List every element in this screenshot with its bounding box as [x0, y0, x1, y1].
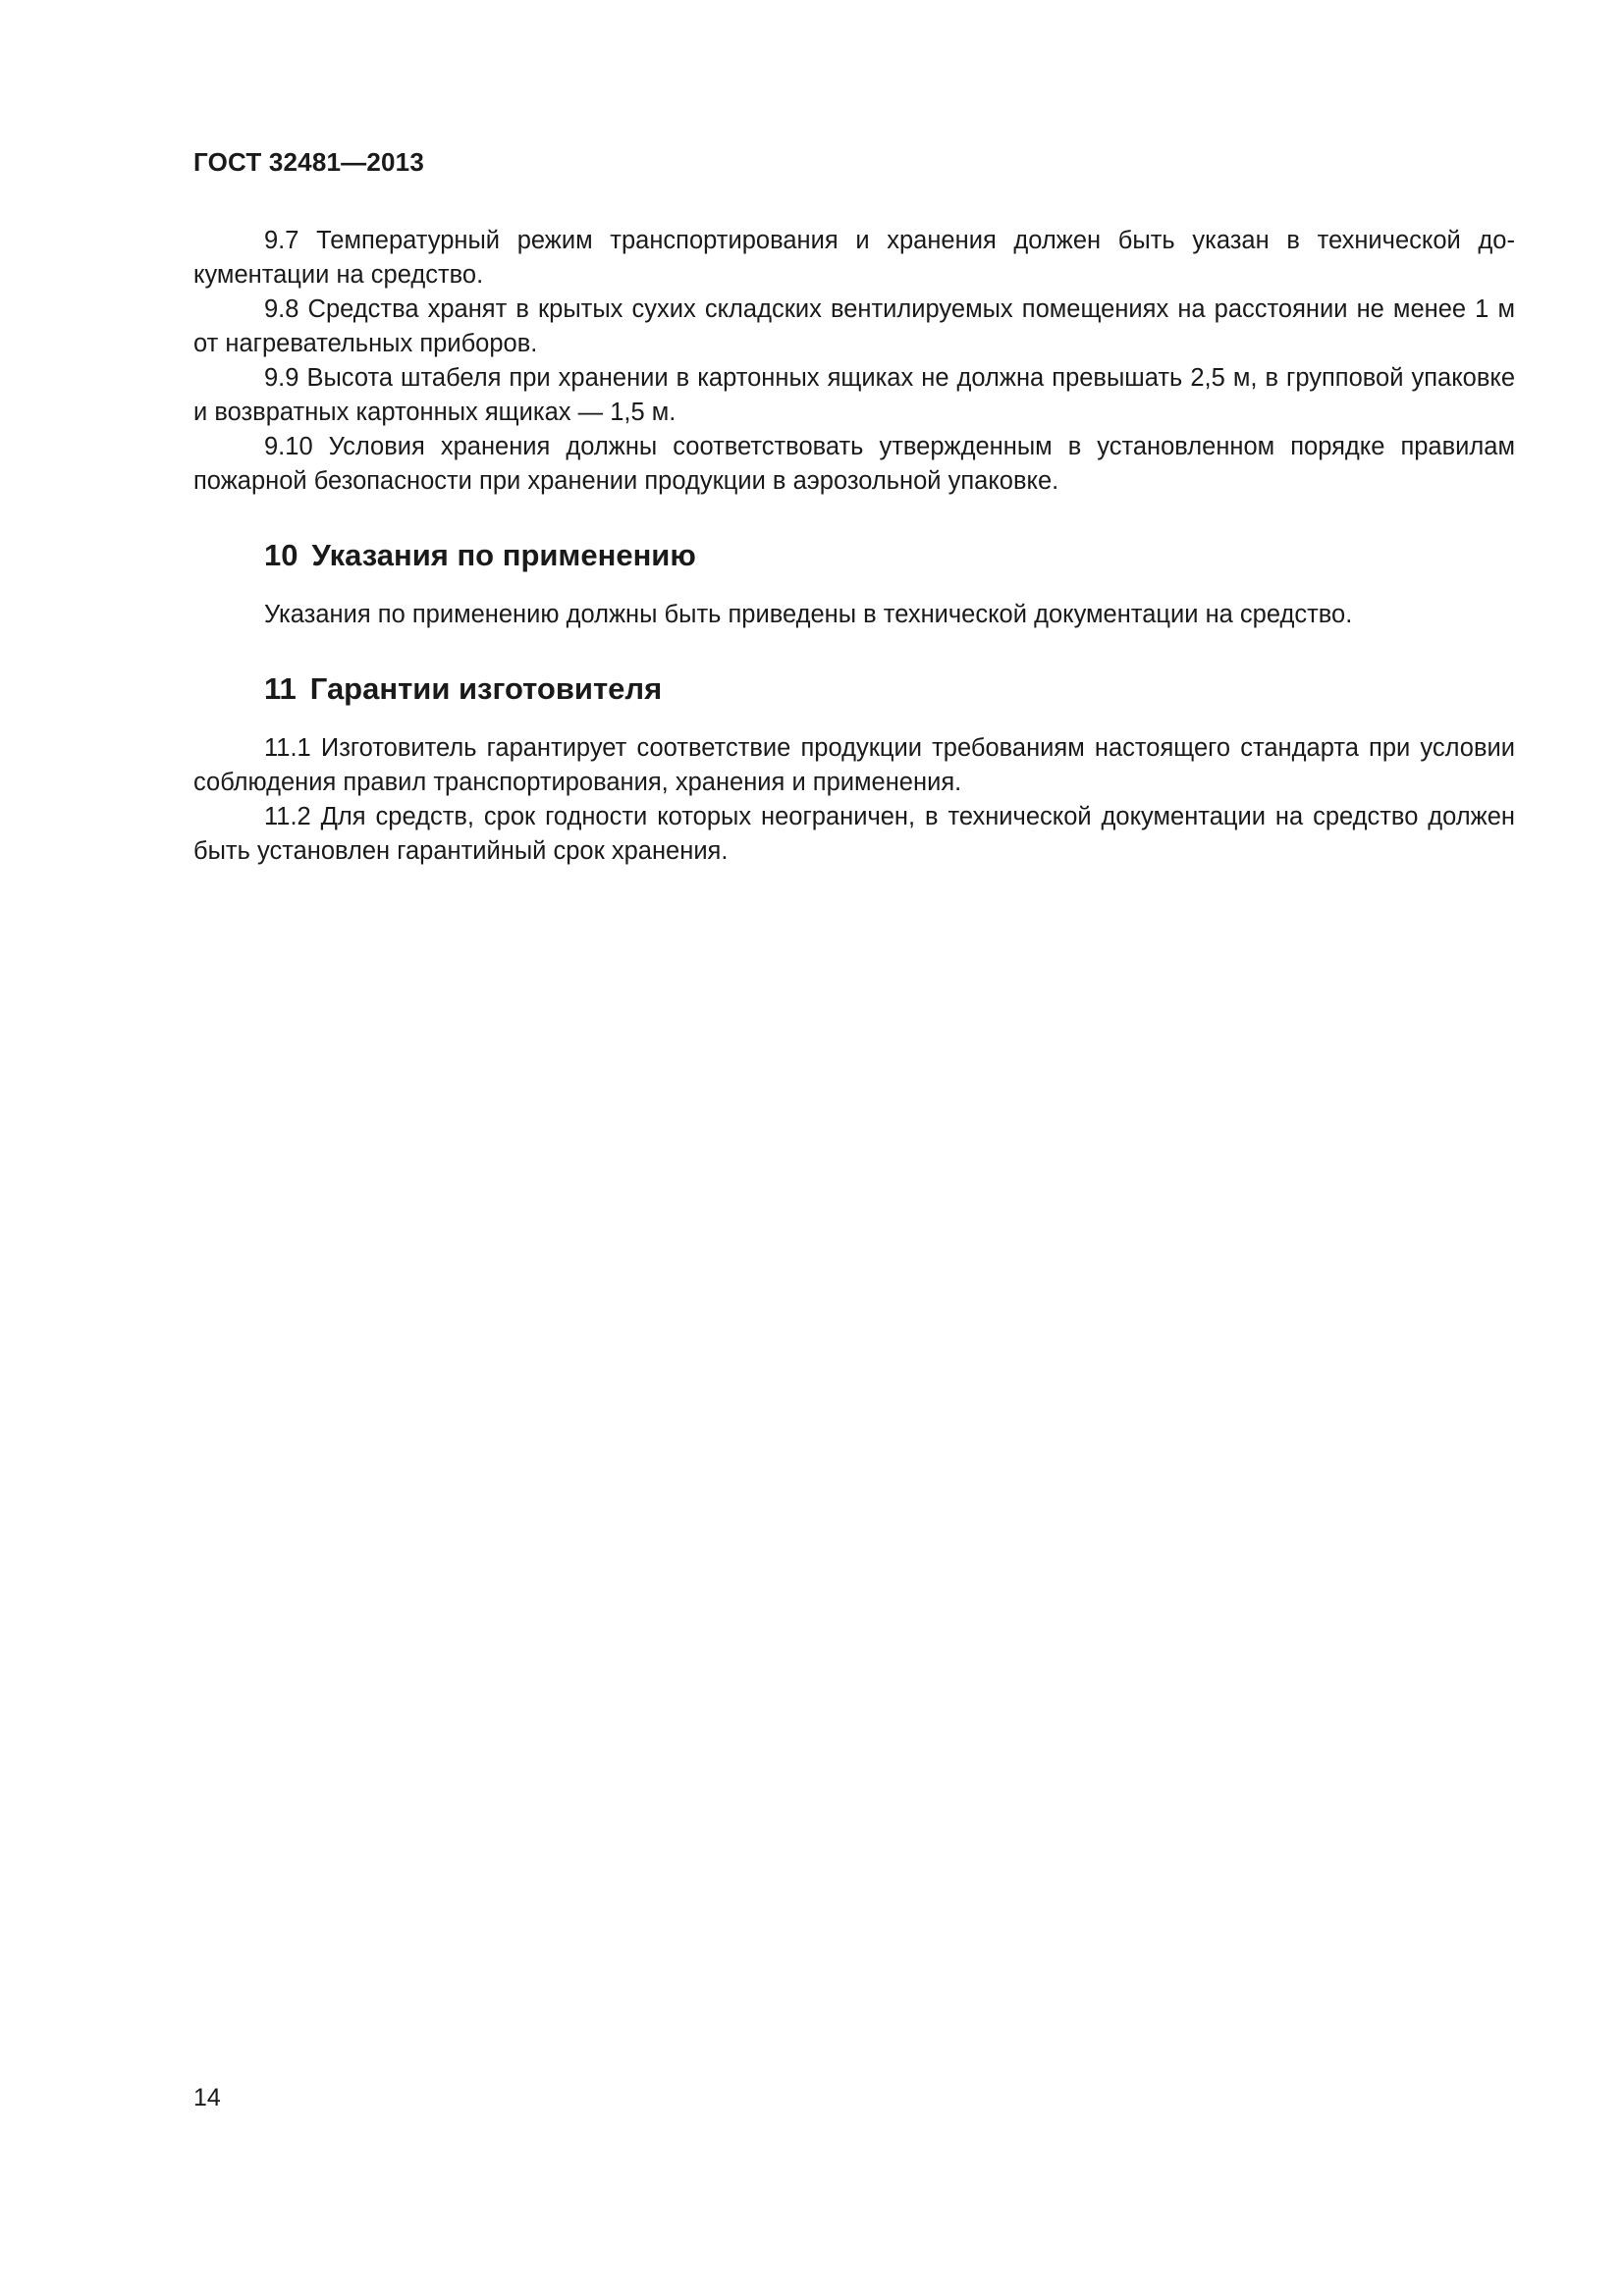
section-10-heading: [264, 538, 696, 573]
paragraph-9-10: 9.10 Условия хранения должны соответствовать утвержденным в установленном порядке правилам пожарной безопасности при хранении продукции в аэрозольной упаковке.: [193, 433, 1515, 495]
section-11-body: [193, 731, 1515, 869]
paragraph-9-7: 9.7 Температурный режим транспортирования и хранения должен быть указан в технической документации на средство.: [193, 227, 1515, 289]
section-10-title: Указания по применению: [311, 538, 696, 572]
section-10-number: 10: [264, 538, 298, 572]
paragraph-11-2: 11.2 Для средств, срок годности которых неограничен, в технической документации на средство должен быть установлен гарантийный срок хранения.: [193, 803, 1515, 865]
section-9-body: [193, 224, 1515, 499]
section-11-heading: [264, 671, 662, 707]
paragraph-10: Указания по применению должны быть приведены в технической документации на средство.: [264, 601, 1353, 628]
running-head: ГОСТ 32481—2013: [193, 147, 424, 177]
paragraph-9-8: 9.8 Средства хранят в крытых сухих складских вентилируемых помещениях на расстоянии не менее 1 м от нагревательных приборов.: [193, 295, 1515, 357]
section-11-title: Гарантии изготовителя: [309, 671, 663, 706]
page-number: 14: [193, 2084, 221, 2111]
paragraph-11-1: 11.1 Изготовитель гарантирует соответствие продукции требованиям настоящего стандарта при условии соблюдения правил транспортирования, хранения и применения.: [193, 734, 1515, 796]
section-10-body: [193, 598, 1515, 632]
section-11-number: 11: [264, 671, 297, 706]
paragraph-9-9: 9.9 Высота штабеля при хранении в картонных ящиках не должна превышать 2,5 м, в групповой упаковке и возвратных картонных ящиках — 1,5 м.: [193, 364, 1515, 426]
